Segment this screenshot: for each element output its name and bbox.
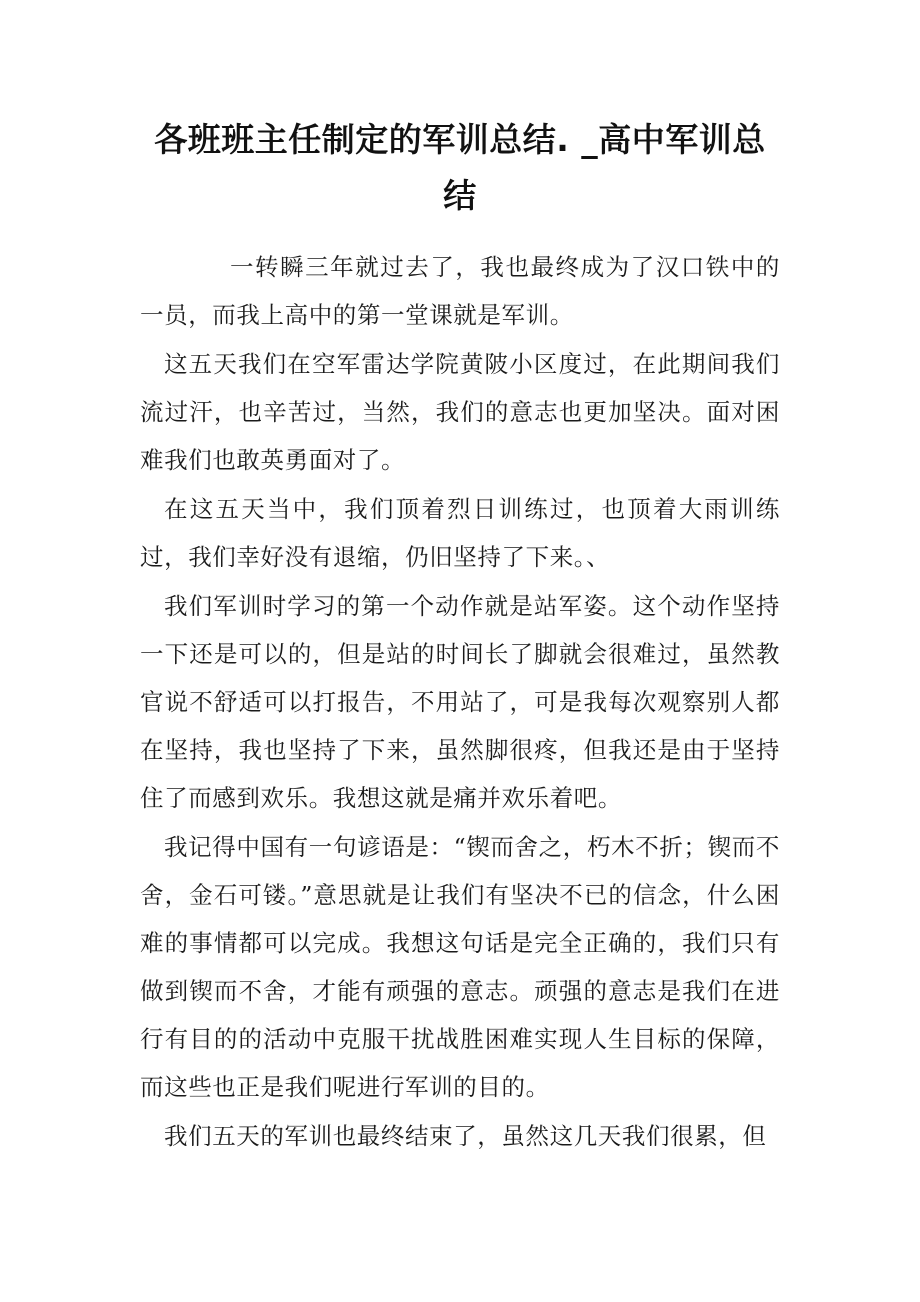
paragraph-4: 我们军训时学习的第一个动作就是站军姿。这个动作坚持一下还是可以的，但是站的时间长了脚就会很难过，虽然教官说不舒适可以打报告，不用站了，可是我每次观察别人都在坚持，我也坚持了下来，虽然脚很疼，但我还是由于坚持住了而感到欢乐。我想这就是痛并欢乐着吧。 bbox=[140, 592, 780, 812]
paragraph-2: 这五天我们在空军雷达学院黄陂小区度过，在此期间我们流过汗，也辛苦过，当然，我们的意志也更加坚决。面对困难我们也敢英勇面对了。 bbox=[140, 350, 780, 474]
paragraph-5: 我记得中国有一句谚语是：“锲而舍之，朽木不折；锲而不舍，金石可镂。”意思就是让我们有坚决不已的信念，什么困难的事情都可以完成。我想这句话是完全正确的，我们只有做到锲而不舍，才能有顽强的意志。顽强的意志是我们在进行有目的的活动中克服干扰战胜困难实现人生目标的保障，而这些也正是我们呢进行军训的目的。 bbox=[140, 833, 780, 1101]
document-body bbox=[140, 243, 780, 1161]
document-title: 各班班主任制定的军训总结. _高中军训总结 bbox=[154, 120, 766, 215]
paragraph-6: 我们五天的军训也最终结束了，虽然这几天我们很累，但 bbox=[164, 1122, 767, 1150]
paragraph-3: 在这五天当中，我们顶着烈日训练过，也顶着大雨训练过，我们幸好没有退缩，仍旧坚持了下来。、 bbox=[140, 495, 780, 571]
paragraph-1: 一转瞬三年就过去了，我也最终成为了汉口铁中的一员，而我上高中的第一堂课就是军训。 bbox=[140, 253, 780, 329]
